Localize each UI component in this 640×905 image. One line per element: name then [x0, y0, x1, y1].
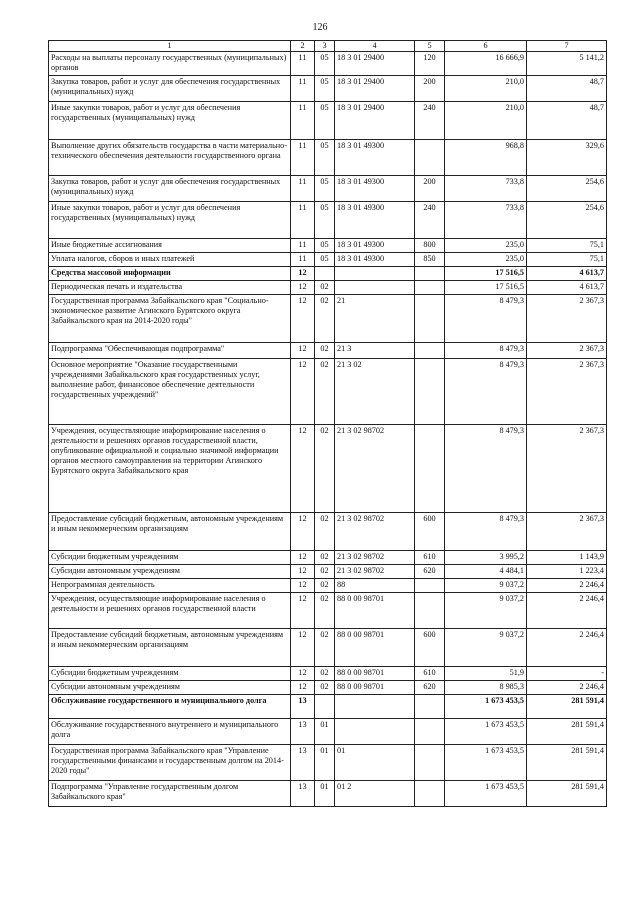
- row-amount-plan-cell: 733,8: [445, 176, 527, 202]
- row-target-article-cell: 88 0 00 98701: [335, 667, 415, 681]
- row-section-cell: 12: [291, 359, 315, 425]
- row-name-cell: Непрограммная деятельность: [49, 579, 291, 593]
- row-subsection-cell: 02: [315, 593, 335, 629]
- row-amount-plan-cell: 1 673 453,5: [445, 745, 527, 781]
- row-subsection-cell: [315, 267, 335, 281]
- row-target-article-cell: [335, 719, 415, 745]
- row-name-cell: Иные закупки товаров, работ и услуг для обеспечения государственных (муниципальных) нужд: [49, 202, 291, 239]
- row-amount-actual-cell: 281 591,4: [527, 781, 607, 807]
- row-target-article-cell: 21 3 02 98702: [335, 425, 415, 513]
- table-row: [49, 102, 607, 140]
- row-name-cell: Периодическая печать и издательства: [49, 281, 291, 295]
- row-amount-actual-cell: 329,6: [527, 140, 607, 176]
- row-amount-actual-cell: 48,7: [527, 102, 607, 140]
- row-amount-plan-cell: 8 479,3: [445, 513, 527, 551]
- row-name-cell: Предоставление субсидий бюджетным, автономным учреждениям и иным некоммерческим организациям: [49, 629, 291, 667]
- row-subsection-cell: 02: [315, 281, 335, 295]
- row-amount-actual-cell: 2 367,3: [527, 295, 607, 343]
- row-expense-type-cell: [415, 579, 445, 593]
- table-row: [49, 359, 607, 425]
- row-name-cell: Иные бюджетные ассигнования: [49, 239, 291, 253]
- table-row: [49, 745, 607, 781]
- row-section-cell: 11: [291, 102, 315, 140]
- row-expense-type-cell: 200: [415, 76, 445, 102]
- row-name-cell: Государственная программа Забайкальского края "Управление государственными финансами и государственным долгом на 2014-2020 годы": [49, 745, 291, 781]
- row-subsection-cell: 05: [315, 202, 335, 239]
- row-expense-type-cell: [415, 719, 445, 745]
- table-row: [49, 593, 607, 629]
- row-target-article-cell: 01 2: [335, 781, 415, 807]
- row-expense-type-cell: [415, 593, 445, 629]
- row-amount-plan-cell: 968,8: [445, 140, 527, 176]
- row-amount-plan-cell: 733,8: [445, 202, 527, 239]
- row-name-cell: Закупка товаров, работ и услуг для обеспечения государственных (муниципальных) нужд: [49, 76, 291, 102]
- row-subsection-cell: 02: [315, 681, 335, 695]
- row-amount-actual-cell: 254,6: [527, 202, 607, 239]
- row-amount-actual-cell: 48,7: [527, 76, 607, 102]
- row-expense-type-cell: 620: [415, 565, 445, 579]
- row-section-cell: 13: [291, 745, 315, 781]
- row-amount-actual-cell: 4 613,7: [527, 267, 607, 281]
- row-section-cell: 12: [291, 629, 315, 667]
- row-amount-actual-cell: 281 591,4: [527, 719, 607, 745]
- row-amount-plan-cell: 210,0: [445, 102, 527, 140]
- header-col-1: 1: [49, 41, 291, 52]
- table-row: [49, 281, 607, 295]
- row-amount-plan-cell: 17 516,5: [445, 281, 527, 295]
- row-amount-plan-cell: 235,0: [445, 239, 527, 253]
- row-section-cell: 12: [291, 565, 315, 579]
- header-col-3: 3: [315, 41, 335, 52]
- row-subsection-cell: 02: [315, 359, 335, 425]
- row-section-cell: 11: [291, 202, 315, 239]
- header-col-7: 7: [527, 41, 607, 52]
- row-section-cell: 11: [291, 253, 315, 267]
- table-row: [49, 52, 607, 76]
- row-subsection-cell: 01: [315, 781, 335, 807]
- row-section-cell: 13: [291, 695, 315, 719]
- row-section-cell: 12: [291, 281, 315, 295]
- table-row: [49, 781, 607, 807]
- table-row: [49, 253, 607, 267]
- row-amount-actual-cell: 2 246,4: [527, 579, 607, 593]
- row-target-article-cell: 18 3 01 29400: [335, 52, 415, 76]
- row-expense-type-cell: 800: [415, 239, 445, 253]
- row-subsection-cell: 02: [315, 551, 335, 565]
- row-name-cell: Расходы на выплаты персоналу государственных (муниципальных) органов: [49, 52, 291, 76]
- row-amount-plan-cell: 1 673 453,5: [445, 719, 527, 745]
- row-name-cell: Иные закупки товаров, работ и услуг для обеспечения государственных (муниципальных) нужд: [49, 102, 291, 140]
- row-section-cell: 12: [291, 295, 315, 343]
- row-name-cell: Уплата налогов, сборов и иных платежей: [49, 253, 291, 267]
- row-expense-type-cell: [415, 343, 445, 359]
- row-target-article-cell: 18 3 01 49300: [335, 176, 415, 202]
- row-subsection-cell: 05: [315, 76, 335, 102]
- row-target-article-cell: 18 3 01 29400: [335, 102, 415, 140]
- table-row: [49, 176, 607, 202]
- header-col-6: 6: [445, 41, 527, 52]
- row-name-cell: Субсидии бюджетным учреждениям: [49, 551, 291, 565]
- row-amount-plan-cell: 51,9: [445, 667, 527, 681]
- row-name-cell: Учреждения, осуществляющие информирование населения о деятельности и решениях органов государственной власти: [49, 593, 291, 629]
- row-amount-actual-cell: 75,1: [527, 253, 607, 267]
- table-row: [49, 719, 607, 745]
- table-row: [49, 76, 607, 102]
- row-subsection-cell: 02: [315, 425, 335, 513]
- row-section-cell: 12: [291, 267, 315, 281]
- row-amount-plan-cell: 9 037,2: [445, 579, 527, 593]
- row-expense-type-cell: 600: [415, 513, 445, 551]
- row-amount-actual-cell: 2 246,4: [527, 593, 607, 629]
- row-amount-plan-cell: 1 673 453,5: [445, 781, 527, 807]
- row-section-cell: 12: [291, 579, 315, 593]
- row-name-cell: Субсидии автономным учреждениям: [49, 565, 291, 579]
- row-amount-actual-cell: -: [527, 667, 607, 681]
- table-row: [49, 202, 607, 239]
- row-target-article-cell: 88 0 00 98701: [335, 681, 415, 695]
- table-row: [49, 551, 607, 565]
- page-number: 126: [312, 22, 328, 33]
- table-row: [49, 513, 607, 551]
- row-amount-actual-cell: 2 246,4: [527, 681, 607, 695]
- table-row: [49, 425, 607, 513]
- budget-table: [48, 40, 607, 807]
- row-target-article-cell: 21 3 02 98702: [335, 513, 415, 551]
- row-section-cell: 12: [291, 343, 315, 359]
- row-amount-plan-cell: 3 995,2: [445, 551, 527, 565]
- row-expense-type-cell: [415, 425, 445, 513]
- row-expense-type-cell: 120: [415, 52, 445, 76]
- row-target-article-cell: [335, 267, 415, 281]
- row-subsection-cell: [315, 695, 335, 719]
- row-name-cell: Подпрограмма "Управление государственным долгом Забайкальского края": [49, 781, 291, 807]
- row-name-cell: Субсидии автономным учреждениям: [49, 681, 291, 695]
- row-target-article-cell: 18 3 01 29400: [335, 76, 415, 102]
- row-section-cell: 11: [291, 176, 315, 202]
- row-amount-plan-cell: 4 484,1: [445, 565, 527, 579]
- row-expense-type-cell: [415, 267, 445, 281]
- row-amount-actual-cell: 2 367,3: [527, 425, 607, 513]
- row-amount-actual-cell: 2 246,4: [527, 629, 607, 667]
- row-amount-plan-cell: 8 985,3: [445, 681, 527, 695]
- header-col-5: 5: [415, 41, 445, 52]
- row-expense-type-cell: 240: [415, 102, 445, 140]
- row-target-article-cell: [335, 695, 415, 719]
- row-subsection-cell: 05: [315, 102, 335, 140]
- row-target-article-cell: 21 3: [335, 343, 415, 359]
- row-name-cell: Субсидии бюджетным учреждениям: [49, 667, 291, 681]
- row-subsection-cell: 05: [315, 239, 335, 253]
- row-name-cell: Основное мероприятие "Оказание государственными учреждениями Забайкальского края государственных услуг, выполнение работ, финансовое обеспечение деятельности государственных учреждений": [49, 359, 291, 425]
- table-row: [49, 565, 607, 579]
- row-target-article-cell: 18 3 01 49300: [335, 253, 415, 267]
- row-amount-plan-cell: 8 479,3: [445, 359, 527, 425]
- row-amount-actual-cell: 281 591,4: [527, 695, 607, 719]
- row-amount-plan-cell: 16 666,9: [445, 52, 527, 76]
- row-subsection-cell: 01: [315, 745, 335, 781]
- row-amount-plan-cell: 9 037,2: [445, 629, 527, 667]
- row-target-article-cell: 18 3 01 49300: [335, 239, 415, 253]
- row-target-article-cell: 21 3 02 98702: [335, 565, 415, 579]
- row-subsection-cell: 02: [315, 579, 335, 593]
- row-expense-type-cell: [415, 781, 445, 807]
- row-amount-plan-cell: 8 479,3: [445, 343, 527, 359]
- row-expense-type-cell: [415, 295, 445, 343]
- row-amount-actual-cell: 1 223,4: [527, 565, 607, 579]
- row-name-cell: Подпрограмма "Обеспечивающая подпрограмма": [49, 343, 291, 359]
- row-expense-type-cell: 610: [415, 667, 445, 681]
- row-target-article-cell: 01: [335, 745, 415, 781]
- row-amount-actual-cell: 5 141,2: [527, 52, 607, 76]
- row-target-article-cell: 88: [335, 579, 415, 593]
- row-expense-type-cell: [415, 745, 445, 781]
- table-row: [49, 295, 607, 343]
- row-subsection-cell: 02: [315, 513, 335, 551]
- table-row: [49, 695, 607, 719]
- row-expense-type-cell: 850: [415, 253, 445, 267]
- header-col-2: 2: [291, 41, 315, 52]
- row-target-article-cell: 18 3 01 49300: [335, 202, 415, 239]
- row-expense-type-cell: 240: [415, 202, 445, 239]
- row-amount-actual-cell: 4 613,7: [527, 281, 607, 295]
- row-name-cell: Учреждения, осуществляющие информирование населения о деятельности и решениях органов государственной власти, опубликование официальной и социально значимой информации органов местного самоуправления на территории Агинского Бурятского округа Забайкальского края: [49, 425, 291, 513]
- row-amount-actual-cell: 281 591,4: [527, 745, 607, 781]
- row-name-cell: Обслуживание государственного внутреннего и муниципального долга: [49, 719, 291, 745]
- row-section-cell: 12: [291, 681, 315, 695]
- row-expense-type-cell: 200: [415, 176, 445, 202]
- table-row: [49, 629, 607, 667]
- row-subsection-cell: 01: [315, 719, 335, 745]
- table-row: [49, 267, 607, 281]
- row-expense-type-cell: 600: [415, 629, 445, 667]
- row-target-article-cell: 88 0 00 98701: [335, 593, 415, 629]
- table-row: [49, 579, 607, 593]
- row-expense-type-cell: [415, 695, 445, 719]
- row-name-cell: Государственная программа Забайкальского края "Социально-экономическое развитие Агинского Бурятского округа Забайкальского края на 2014-2020 годы": [49, 295, 291, 343]
- row-subsection-cell: 02: [315, 295, 335, 343]
- row-section-cell: 11: [291, 239, 315, 253]
- row-expense-type-cell: 610: [415, 551, 445, 565]
- row-amount-actual-cell: 2 367,3: [527, 343, 607, 359]
- table-row: [49, 667, 607, 681]
- row-amount-actual-cell: 75,1: [527, 239, 607, 253]
- row-subsection-cell: 02: [315, 629, 335, 667]
- row-amount-plan-cell: 210,0: [445, 76, 527, 102]
- header-col-4: 4: [335, 41, 415, 52]
- row-subsection-cell: 05: [315, 253, 335, 267]
- row-section-cell: 12: [291, 513, 315, 551]
- row-expense-type-cell: [415, 140, 445, 176]
- row-name-cell: Средства массовой информации: [49, 267, 291, 281]
- row-section-cell: 12: [291, 551, 315, 565]
- row-name-cell: Закупка товаров, работ и услуг для обеспечения государственных (муниципальных) нужд: [49, 176, 291, 202]
- row-subsection-cell: 02: [315, 343, 335, 359]
- row-amount-plan-cell: 1 673 453,5: [445, 695, 527, 719]
- row-target-article-cell: 18 3 01 49300: [335, 140, 415, 176]
- table-row: [49, 140, 607, 176]
- row-subsection-cell: 05: [315, 140, 335, 176]
- row-name-cell: Предоставление субсидий бюджетным, автономным учреждениям и иным некоммерческим организациям: [49, 513, 291, 551]
- row-expense-type-cell: [415, 281, 445, 295]
- row-amount-actual-cell: 254,6: [527, 176, 607, 202]
- row-amount-actual-cell: 2 367,3: [527, 359, 607, 425]
- row-target-article-cell: 88 0 00 98701: [335, 629, 415, 667]
- row-expense-type-cell: [415, 359, 445, 425]
- row-section-cell: 12: [291, 593, 315, 629]
- row-section-cell: 12: [291, 667, 315, 681]
- row-name-cell: Выполнение других обязательств государства в части материально-технического обеспечения деятельности государственного органа: [49, 140, 291, 176]
- row-amount-plan-cell: 8 479,3: [445, 425, 527, 513]
- row-section-cell: 13: [291, 719, 315, 745]
- row-subsection-cell: 05: [315, 176, 335, 202]
- row-amount-plan-cell: 9 037,2: [445, 593, 527, 629]
- row-section-cell: 13: [291, 781, 315, 807]
- row-subsection-cell: 05: [315, 52, 335, 76]
- row-target-article-cell: [335, 281, 415, 295]
- row-section-cell: 11: [291, 76, 315, 102]
- row-expense-type-cell: 620: [415, 681, 445, 695]
- row-subsection-cell: 02: [315, 667, 335, 681]
- row-section-cell: 12: [291, 425, 315, 513]
- table-row: [49, 681, 607, 695]
- row-name-cell: Обслуживание государственного и муниципального долга: [49, 695, 291, 719]
- table-row: [49, 239, 607, 253]
- row-target-article-cell: 21 3 02 98702: [335, 551, 415, 565]
- row-section-cell: 11: [291, 52, 315, 76]
- row-amount-actual-cell: 1 143,9: [527, 551, 607, 565]
- row-section-cell: 11: [291, 140, 315, 176]
- table-header-row: [49, 41, 607, 52]
- row-target-article-cell: 21: [335, 295, 415, 343]
- row-amount-plan-cell: 235,0: [445, 253, 527, 267]
- row-target-article-cell: 21 3 02: [335, 359, 415, 425]
- row-amount-actual-cell: 2 367,3: [527, 513, 607, 551]
- row-amount-plan-cell: 8 479,3: [445, 295, 527, 343]
- row-amount-plan-cell: 17 516,5: [445, 267, 527, 281]
- table-row: [49, 343, 607, 359]
- row-subsection-cell: 02: [315, 565, 335, 579]
